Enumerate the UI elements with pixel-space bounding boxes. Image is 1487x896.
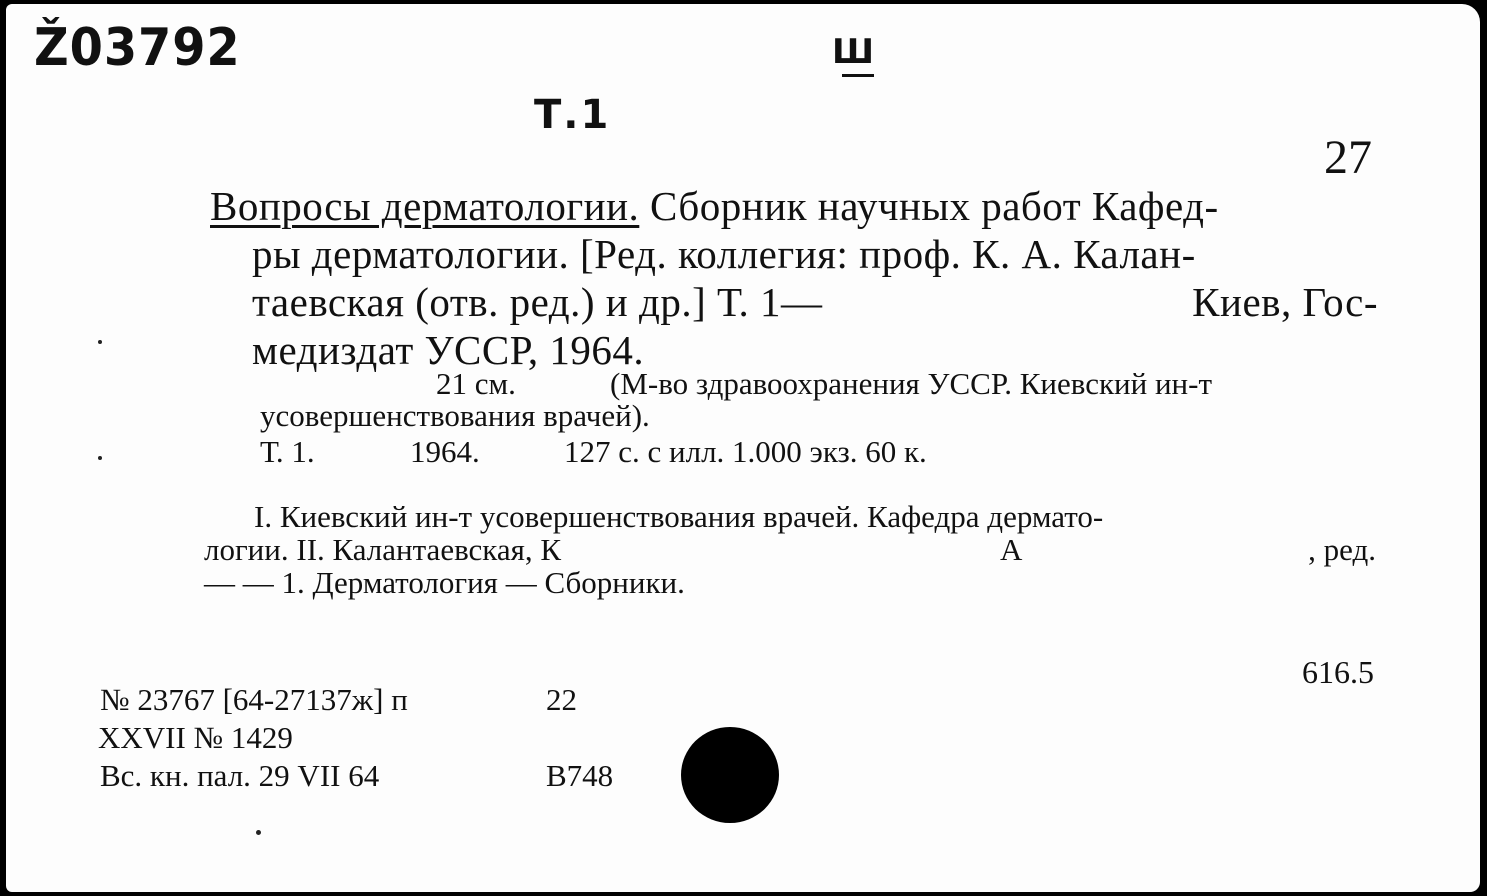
subject-line-2-b: А xyxy=(1000,532,1023,567)
card-number: 27 xyxy=(1324,131,1372,184)
title-line-3-left: таевская (отв. ред.) и др.] Т. 1— xyxy=(252,279,823,325)
volume-note: Т. 1. xyxy=(260,434,315,469)
top-stamp-mark: Ш xyxy=(832,32,875,72)
year-note: 1964. xyxy=(410,434,480,469)
ink-speck xyxy=(98,456,102,460)
bibliographic-title xyxy=(210,182,1378,374)
title-line-3 xyxy=(210,278,1378,326)
size-note: 21 см. xyxy=(436,366,516,401)
pages-note: 127 с. с илл. 1.000 экз. 60 к. xyxy=(564,434,927,469)
series-note-part1: (М-во здравоохранения УССР. Киевский ин-т xyxy=(610,366,1213,401)
series-note-part2: усовершенствования врачей). xyxy=(260,398,650,433)
title-underlined: Вопросы дерматологии. xyxy=(210,183,640,229)
registration-sheets: 22 xyxy=(546,682,577,717)
punch-hole xyxy=(681,727,779,823)
title-line-4: медиздат УССР, 1964. xyxy=(252,327,645,373)
subject-line-3: — — 1. Дерматология — Сборники. xyxy=(204,565,685,600)
registration-line-2: XXVII № 1429 xyxy=(98,720,293,755)
ink-speck xyxy=(256,830,261,835)
title-line-1 xyxy=(210,182,1378,230)
handwritten-catalog-id: Ž03792 xyxy=(34,18,241,78)
registration-code: В748 xyxy=(546,758,614,793)
subject-line-1: I. Киевский ин-т усовершенствования врачей. Кафедра дермато- xyxy=(254,499,1104,534)
handwritten-volume-mark: Т.1 xyxy=(534,92,611,138)
title-rest: Сборник научных работ Кафед- xyxy=(639,183,1219,229)
title-line-2: ры дерматологии. [Ред. коллегия: проф. К. А. Калан- xyxy=(252,231,1196,277)
title-line-3-right: Киев, Гос- xyxy=(1192,279,1378,325)
registration-line-3: Вс. кн. пал. 29 VII 64 xyxy=(100,758,380,793)
subject-line-2-a: логии. II. Калантаевская, К xyxy=(204,532,562,567)
registration-line-1: № 23767 [64-27137ж] п xyxy=(100,682,408,717)
subject-line-2-c: , ред. xyxy=(1308,532,1376,567)
subject-line-2 xyxy=(204,533,1380,566)
catalog-card xyxy=(6,4,1480,892)
subject-headings xyxy=(204,500,1380,599)
ink-speck xyxy=(98,340,102,344)
top-mark-underline xyxy=(842,74,874,77)
classification-number: 616.5 xyxy=(1302,654,1374,690)
